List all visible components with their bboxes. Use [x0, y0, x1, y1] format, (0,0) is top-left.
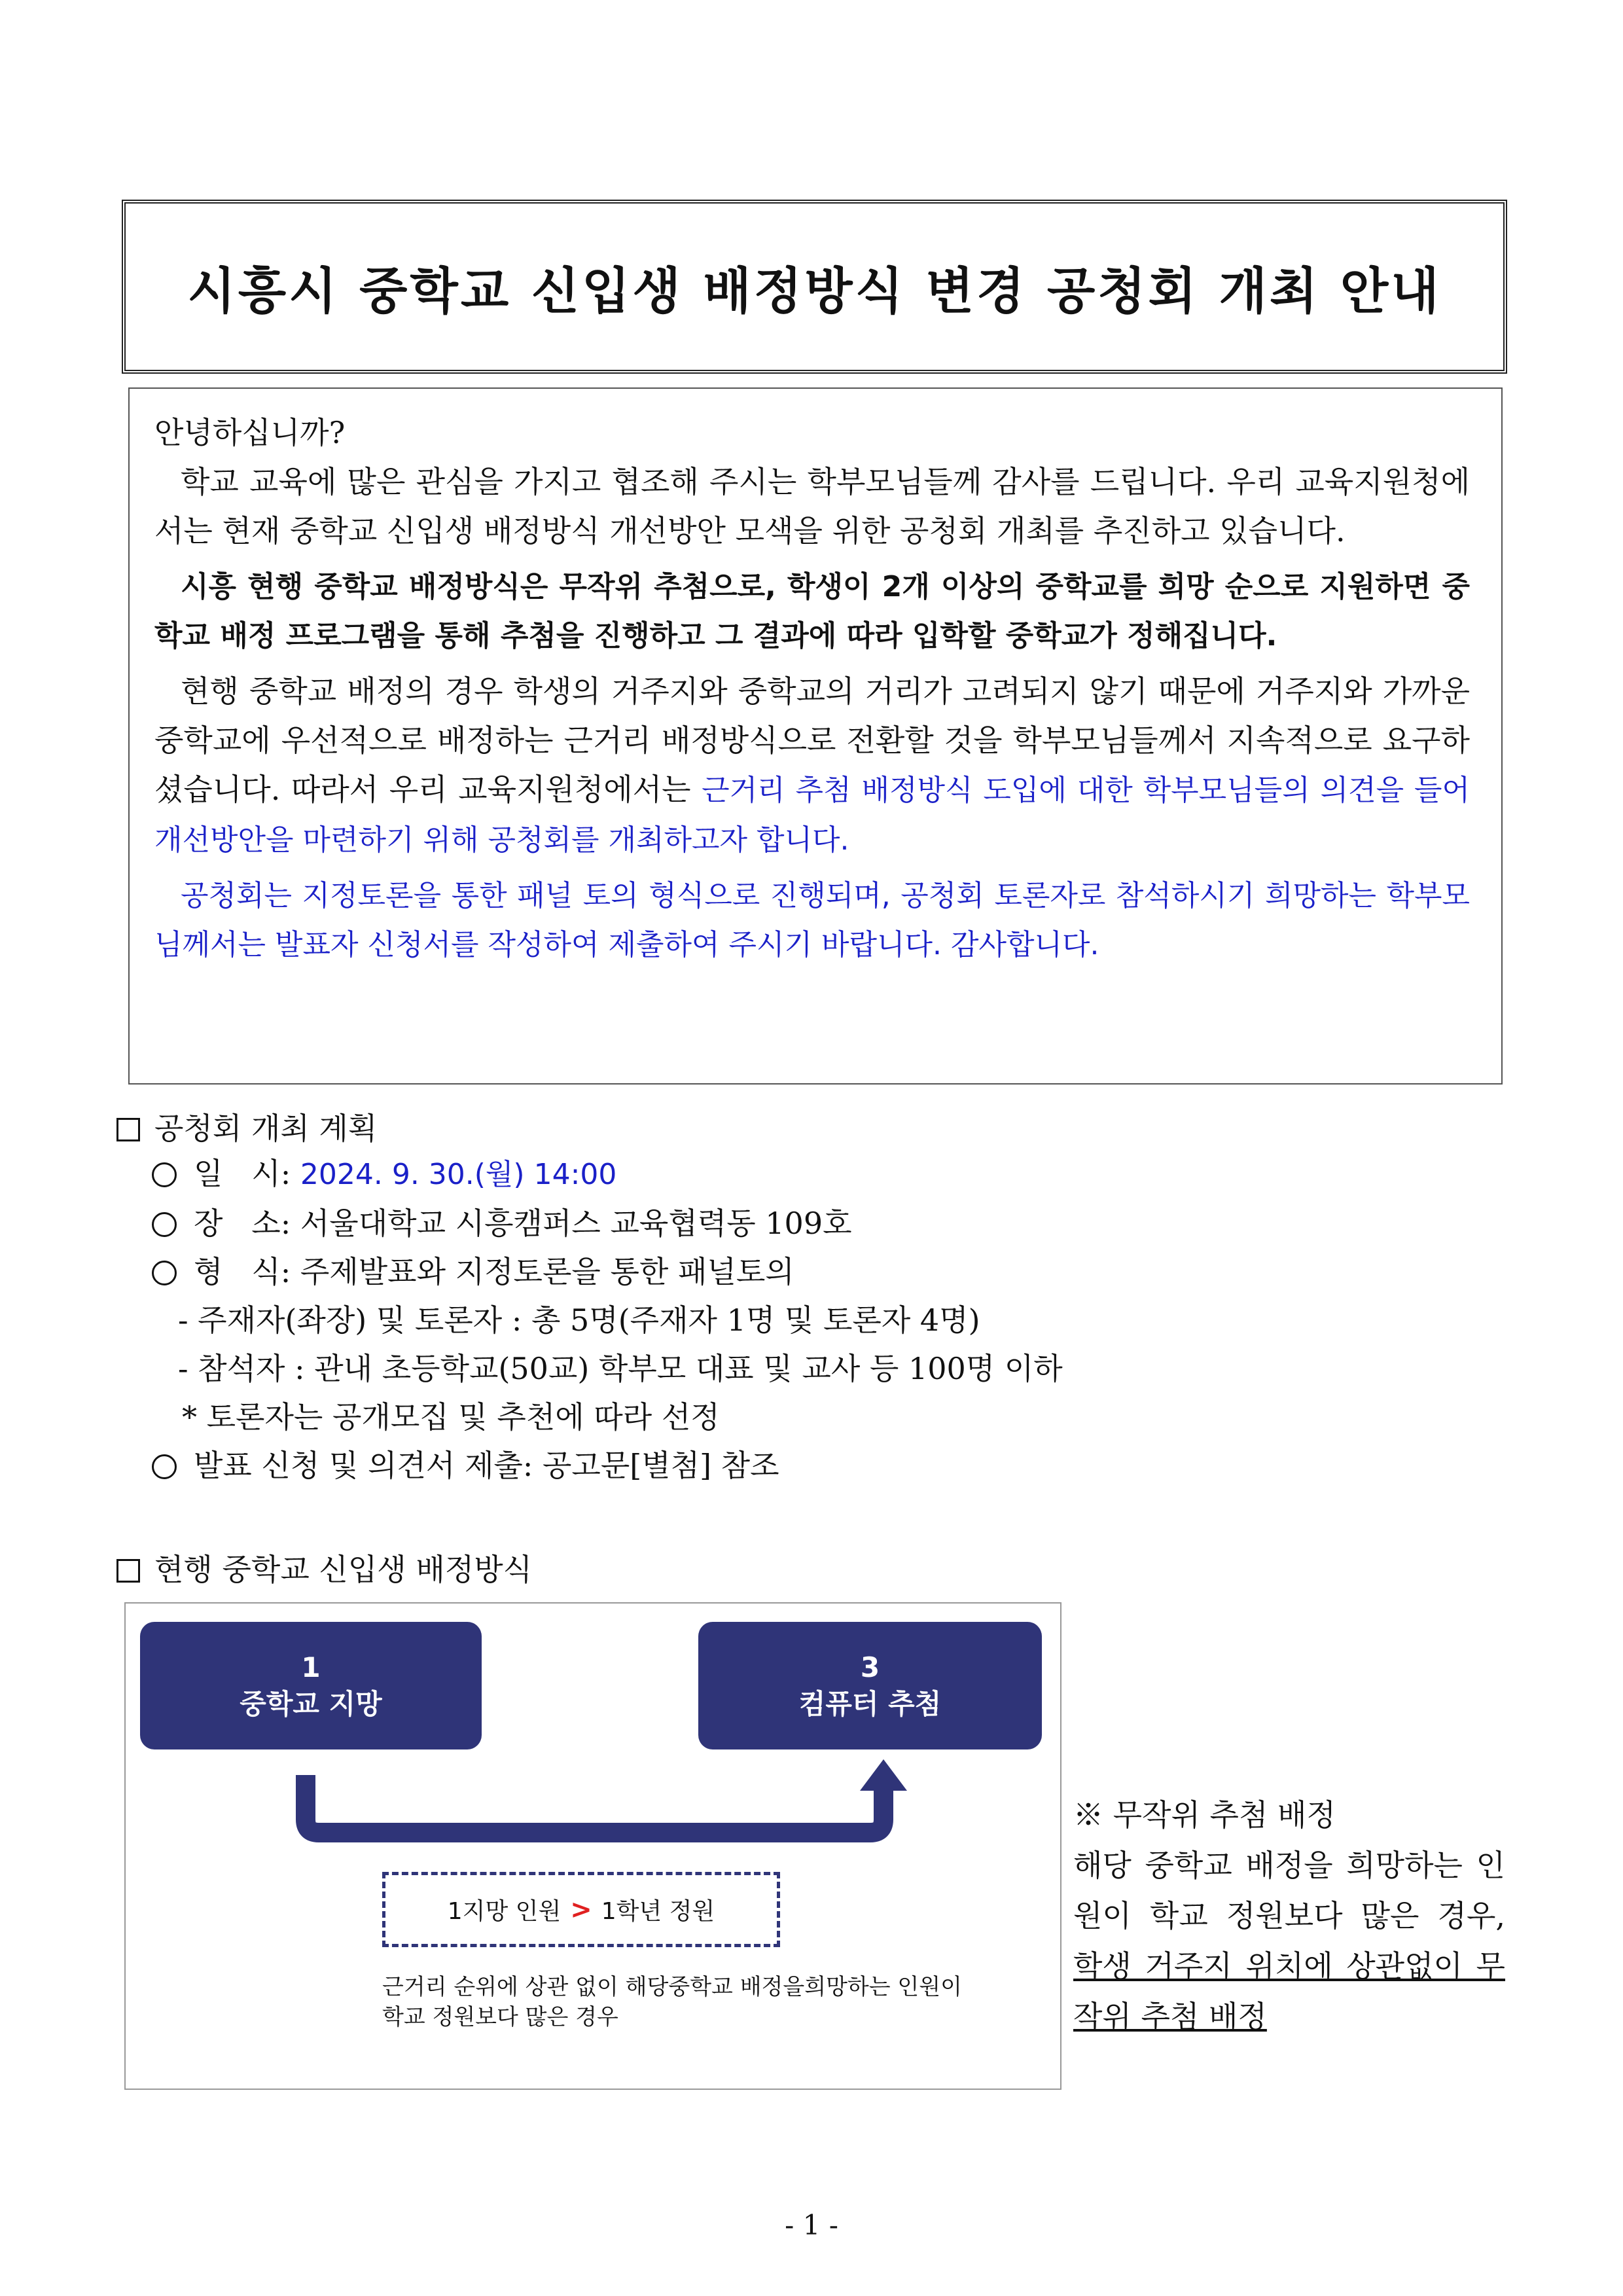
checkbox-square-icon: [116, 1118, 140, 1141]
current-heading: [116, 1546, 532, 1589]
step-1-number: 1: [301, 1651, 321, 1683]
plan-place-value: 서울대학교 시흥캠퍼스 교육협력동 109호: [300, 1206, 852, 1241]
intro-paragraph-1: 학교 교육에 많은 관심을 가지고 협조해 주시는 학부모님들께 감사를 드립니다. 우리 교육지원청에서는 현재 중학교 신입생 배정방식 개선방안 모색을 위한 공청회 개최를 추진하고 있습니다.: [154, 464, 1470, 548]
circle-bullet-icon: [152, 1162, 177, 1187]
side-note-title: ※ 무작위 추첨 배정: [1073, 1797, 1336, 1833]
plan-date-label: 일 시:: [194, 1156, 291, 1191]
condition-right: 1학년 정원: [601, 1898, 715, 1925]
plan-sub-1: - 주재자(좌장) 및 토론자 : 총 5명(주재자 1명 및 토론자 4명): [178, 1302, 980, 1338]
intro-box: [128, 387, 1503, 1085]
plan-place-label: 장 소:: [194, 1206, 291, 1241]
plan-date-row: [152, 1149, 1063, 1199]
step-3-number: 3: [860, 1651, 880, 1683]
diagram-note: 근거리 순위에 상관 없이 해당중학교 배정을희망하는 인원이 학교 정원보다 많은 경우: [382, 1974, 962, 2030]
side-note: [1073, 1790, 1505, 2042]
circle-bullet-icon: [152, 1212, 177, 1237]
plan-sub-2: - 참석자 : 관내 초등학교(50교) 학부모 대표 및 교사 등 100명 이하: [178, 1351, 1063, 1386]
condition-box: [382, 1872, 780, 1947]
plan-sub-3: * 토론자는 공개모집 및 추천에 따라 선정: [182, 1399, 720, 1435]
title-box: [122, 200, 1507, 374]
circle-bullet-icon: [152, 1454, 177, 1479]
checkbox-square-icon: [116, 1559, 140, 1583]
side-note-underline: 학생 거주지 위치에 상관없이 무작위 추첨 배정: [1073, 1948, 1505, 2034]
plan-place-row: [152, 1199, 1063, 1247]
page-title: 시흥시 중학교 신입생 배정방식 변경 공청회 개최 안내: [187, 261, 1442, 320]
plan-heading-text: 공청회 개최 계획: [154, 1111, 378, 1146]
assignment-diagram: [124, 1602, 1061, 2090]
intro-paragraph-3: [154, 667, 1470, 865]
greater-than-symbol: >: [570, 1894, 592, 1925]
plan-format-row: [152, 1247, 1063, 1296]
plan-heading: [116, 1105, 377, 1148]
intro-paragraph-3-highlight: 근거리 추첨 배정방식 도입에 대한 학부모님들의 의견을 들어 개선방안을 마련하기 위해 공청회를 개최하고자 합니다.: [154, 774, 1470, 857]
plan-list: [152, 1149, 1063, 1490]
step-1-label: 중학교 지망: [240, 1687, 382, 1720]
plan-date-value: 2024. 9. 30.(월) 14:00: [300, 1158, 617, 1191]
intro-paragraph-2: 시흥 현행 중학교 배정방식은 무작위 추첨으로, 학생이 2개 이상의 중학교를 희망 순으로 지원하면 중학교 배정 프로그램을 통해 추첨을 진행하고 그 결과에 따라 입학할 중학교가 정해집니다.: [154, 570, 1471, 653]
plan-submit-text: 발표 신청 및 의견서 제출: 공고문[별첨] 참조: [194, 1448, 779, 1483]
side-note-body: [1073, 1840, 1505, 2042]
step-3-label: 컴퓨터 추첨: [798, 1687, 942, 1720]
intro-paragraph-3-plain: 현행 중학교 배정의 경우 학생의 거주지와 중학교의 거리가 고려되지 않기 때문에 거주지와 가까운 중학교에 우선적으로 배정하는 근거리 배정방식으로 전환할 것을 학부모님들께서 지속적으로 요구하셨습니다. 따라서 우리 교육지원청에서는: [154, 673, 1470, 807]
current-heading-text: 현행 중학교 신입생 배정방식: [154, 1552, 533, 1587]
circle-bullet-icon: [152, 1261, 177, 1285]
intro-greeting: 안녕하십니까?: [154, 415, 346, 450]
plan-format-value: 주제발표와 지정토론을 통한 패널토의: [300, 1254, 794, 1289]
side-note-text: 해당 중학교 배정을 희망하는 인원이 학교 정원보다 많은 경우,: [1073, 1848, 1505, 1933]
intro-paragraph-4: 공청회는 지정토론을 통한 패널 토의 형식으로 진행되며, 공청회 토론자로 참석하시기 희망하는 학부모님께서는 발표자 신청서를 작성하여 제출하여 주시기 바랍니다. 감사합니다.: [154, 879, 1470, 961]
plan-format-label: 형 식:: [194, 1254, 291, 1289]
plan-submit-row: [152, 1441, 1063, 1490]
condition-left: 1지망 인원: [447, 1898, 562, 1925]
page-number: - 1 -: [785, 2209, 838, 2241]
